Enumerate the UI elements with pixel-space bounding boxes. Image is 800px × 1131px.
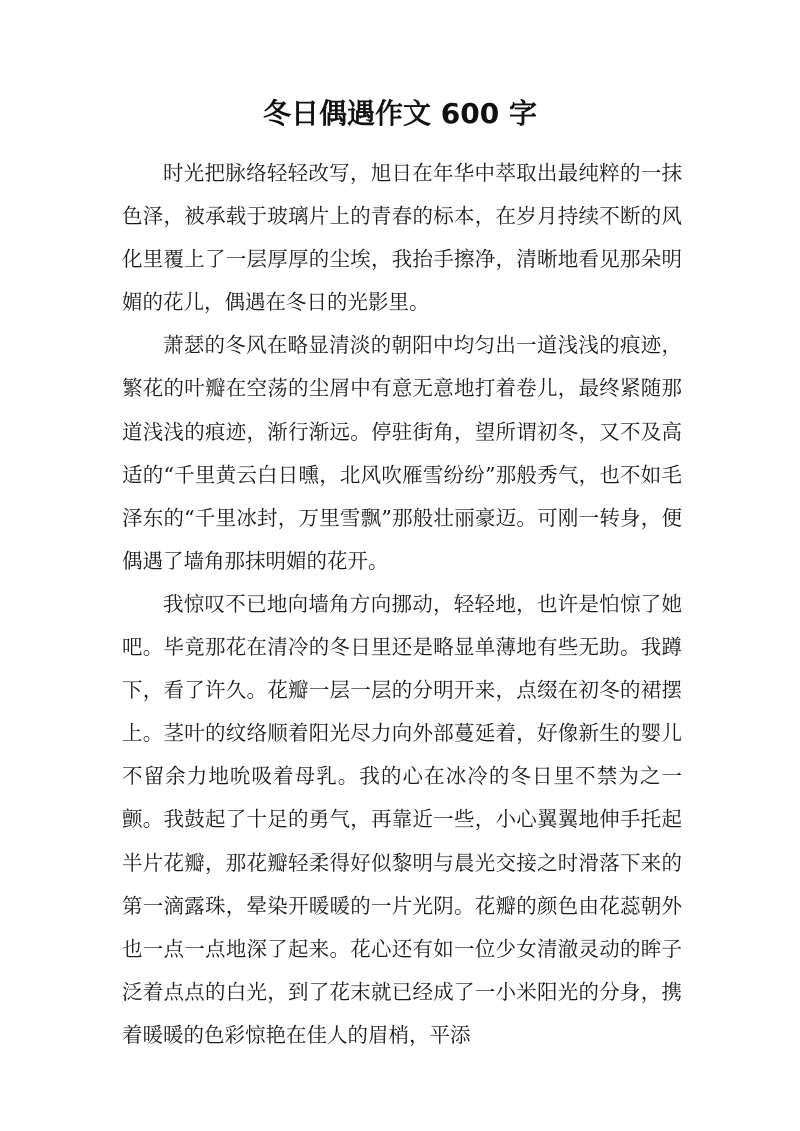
document-body — [122, 152, 682, 1057]
paragraph-2: 萧瑟的冬风在略显清淡的朝阳中均匀出一道浅浅的痕迹，繁花的叶瓣在空荡的尘屑中有意无意地打着卷儿，最终紧随那道浅浅的痕迹，渐行渐远。停驻街角，望所谓初冬，又不及高适的“千里黄云白日曛，北风吹雁雪纷纷”那般秀气，也不如毛泽东的“千里冰封，万里雪飘”那般壮丽豪迈。可刚一转身，便偶遇了墙角那抹明媚的花开。 — [122, 333, 682, 573]
document-title: 冬日偶遇作文 600 字 — [263, 97, 537, 130]
paragraph-1: 时光把脉络轻轻改写，旭日在年华中萃取出最纯粹的一抹色泽，被承载于玻璃片上的青春的标本，在岁月持续不断的风化里覆上了一层厚厚的尘埃，我抬手擦净，清晰地看见那朵明媚的花儿，偶遇在冬日的光影里。 — [122, 161, 682, 315]
paragraph-3: 我惊叹不已地向墙角方向挪动，轻轻地，也许是怕惊了她吧。毕竟那花在清冷的冬日里还是略显单薄地有些无助。我蹲下，看了许久。花瓣一层一层的分明开来，点缀在初冬的裙摆上。茎叶的纹络顺着阳光尽力向外部蔓延着，好像新生的婴儿不留余力地吮吸着母乳。我的心在冰冷的冬日里不禁为之一颤。我鼓起了十足的勇气，再靠近一些，小心翼翼地伸手托起半片花瓣，那花瓣轻柔得好似黎明与晨光交接之时滑落下来的第一滴露珠，晕染开暖暖的一片光阴。花瓣的颜色由花蕊朝外也一点一点地深了起来。花心还有如一位少女清澈灵动的眸子泛着点点的白光，到了花末就已经成了一小米阳光的分身，携着暖暖的色彩惊艳在佳人的眉梢，平添 — [122, 591, 682, 1047]
